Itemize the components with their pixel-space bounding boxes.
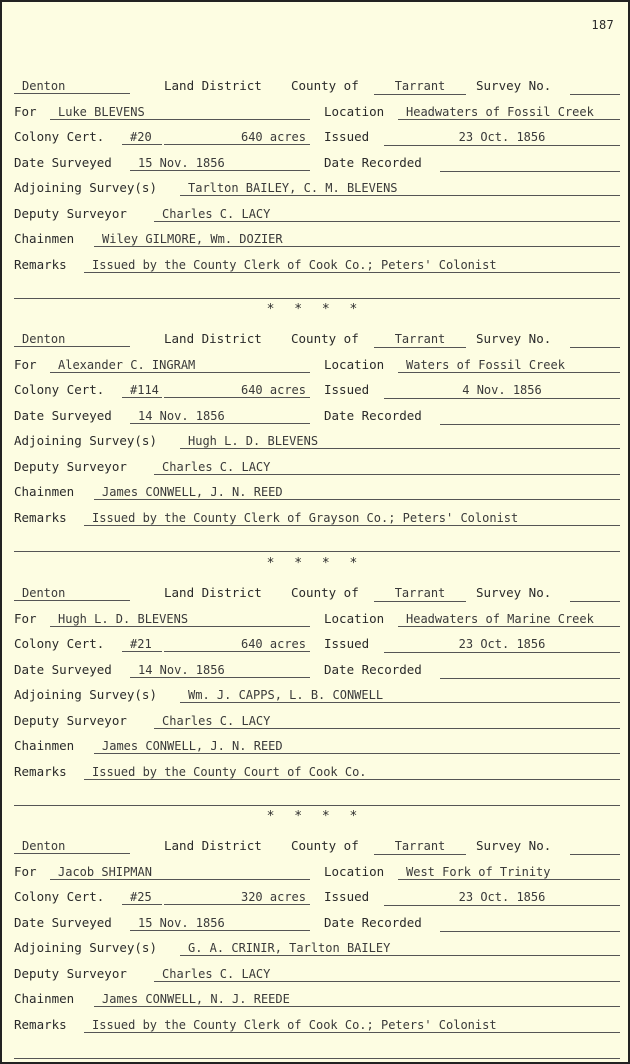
issued-label: Issued <box>324 636 370 651</box>
record-row <box>14 257 622 277</box>
record-row <box>14 104 622 124</box>
for-value: Luke BLEVENS <box>50 104 310 120</box>
cert-number-value: #21 <box>122 636 162 652</box>
record-row <box>14 713 622 733</box>
location-label: Location <box>324 610 385 626</box>
location-value: Headwaters of Fossil Creek <box>398 104 620 120</box>
adjoining-value: Wm. J. CAPPS, L. B. CONWELL <box>180 687 620 703</box>
deputy-surveyor-value: Charles C. LACY <box>154 459 620 475</box>
survey-no-label: Survey No. <box>476 838 552 853</box>
cert-number-value: #114 <box>122 382 162 398</box>
record-row <box>14 636 622 656</box>
issued-label: Issued <box>324 129 370 144</box>
record-row <box>14 331 622 351</box>
county-value: Tarrant <box>374 585 466 602</box>
issued-value: 4 Nov. 1856 <box>384 382 620 399</box>
location-label: Location <box>324 356 385 372</box>
record-row <box>14 864 622 884</box>
record-row <box>14 585 622 605</box>
survey-no-value <box>570 838 620 855</box>
acres-value: 640 acres <box>164 636 310 652</box>
location-label: Location <box>324 863 385 879</box>
record-row <box>14 662 622 682</box>
for-value: Hugh L. D. BLEVENS <box>50 611 310 627</box>
record-separator: * * * * <box>266 556 364 571</box>
date-surveyed-label: Date Surveyed <box>14 407 112 423</box>
adjoining-value: G. A. CRINIR, Tarlton BAILEY <box>180 940 620 956</box>
record-row <box>14 206 622 226</box>
record-row <box>14 966 622 986</box>
deputy-surveyor-value: Charles C. LACY <box>154 713 620 729</box>
cert-number-value: #25 <box>122 889 162 905</box>
record-row <box>14 155 622 175</box>
land-district-label: Land District <box>164 78 262 93</box>
survey-no-label: Survey No. <box>476 585 552 600</box>
remarks-label: Remarks <box>14 763 67 779</box>
cert-number-value: #20 <box>122 129 162 145</box>
record-row <box>14 510 622 530</box>
issued-value: 23 Oct. 1856 <box>384 129 620 146</box>
remarks-value: Issued by the County Clerk of Grayson Co.; Peters' Colonist <box>84 510 620 526</box>
deputy-surveyor-value: Charles C. LACY <box>154 206 620 222</box>
adjoining-label: Adjoining Survey(s) <box>14 940 157 955</box>
location-value: West Fork of Trinity <box>398 864 620 880</box>
for-value: Alexander C. INGRAM <box>50 357 310 373</box>
county-of-label: County of <box>291 78 359 93</box>
for-label: For <box>14 610 37 626</box>
record-row <box>14 889 622 909</box>
district-value: Denton <box>14 331 130 347</box>
issued-value: 23 Oct. 1856 <box>384 636 620 653</box>
location-value: Waters of Fossil Creek <box>398 357 620 373</box>
record-row <box>14 459 622 479</box>
land-district-label: Land District <box>164 331 262 346</box>
chainmen-value: James CONWELL, J. N. REED <box>94 738 620 754</box>
survey-no-label: Survey No. <box>476 78 552 93</box>
district-value: Denton <box>14 838 130 854</box>
chainmen-label: Chainmen <box>14 231 75 246</box>
issued-value: 23 Oct. 1856 <box>384 889 620 906</box>
remarks-value: Issued by the County Clerk of Cook Co.; Peters' Colonist <box>84 1017 620 1033</box>
acres-value: 320 acres <box>164 889 310 905</box>
survey-no-label: Survey No. <box>476 331 552 346</box>
colony-cert-label: Colony Cert. <box>14 129 105 144</box>
record-row <box>14 129 622 149</box>
record-row <box>14 838 622 858</box>
date-surveyed-value: 14 Nov. 1856 <box>130 662 310 678</box>
colony-cert-label: Colony Cert. <box>14 889 105 904</box>
county-of-label: County of <box>291 838 359 853</box>
record-separator: * * * * <box>266 809 364 824</box>
chainmen-value: James CONWELL, J. N. REED <box>94 484 620 500</box>
county-value: Tarrant <box>374 838 466 855</box>
record-row <box>14 231 622 251</box>
date-recorded-value <box>440 155 620 172</box>
date-surveyed-label: Date Surveyed <box>14 154 112 170</box>
record-row <box>14 1017 622 1037</box>
acres-value: 640 acres <box>164 129 310 145</box>
record-row <box>14 687 622 707</box>
deputy-surveyor-label: Deputy Surveyor <box>14 205 127 221</box>
record-row <box>14 915 622 935</box>
date-surveyed-label: Date Surveyed <box>14 914 112 930</box>
record-row <box>14 78 622 98</box>
chainmen-label: Chainmen <box>14 738 75 753</box>
chainmen-label: Chainmen <box>14 484 75 499</box>
district-value: Denton <box>14 78 130 94</box>
adjoining-label: Adjoining Survey(s) <box>14 180 157 195</box>
date-recorded-value <box>440 662 620 679</box>
for-label: For <box>14 356 37 372</box>
date-surveyed-value: 15 Nov. 1856 <box>130 915 310 931</box>
date-surveyed-label: Date Surveyed <box>14 661 112 677</box>
date-recorded-label: Date Recorded <box>324 914 422 930</box>
county-value: Tarrant <box>374 331 466 348</box>
survey-no-value <box>570 585 620 602</box>
issued-label: Issued <box>324 889 370 904</box>
colony-cert-label: Colony Cert. <box>14 636 105 651</box>
record-row <box>14 382 622 402</box>
page-number: 187 <box>591 18 614 32</box>
record-row <box>14 611 622 631</box>
issued-label: Issued <box>324 382 370 397</box>
remarks-label: Remarks <box>14 256 67 272</box>
deputy-surveyor-label: Deputy Surveyor <box>14 712 127 728</box>
record-row <box>14 180 622 200</box>
adjoining-label: Adjoining Survey(s) <box>14 433 157 448</box>
remarks-label: Remarks <box>14 509 67 525</box>
record-row <box>14 433 622 453</box>
adjoining-value: Tarlton BAILEY, C. M. BLEVENS <box>180 180 620 196</box>
blank-ruled-line <box>14 298 620 299</box>
date-recorded-value <box>440 915 620 932</box>
survey-no-value <box>570 331 620 348</box>
location-label: Location <box>324 103 385 119</box>
land-district-label: Land District <box>164 838 262 853</box>
for-value: Jacob SHIPMAN <box>50 864 310 880</box>
for-label: For <box>14 103 37 119</box>
for-label: For <box>14 863 37 879</box>
adjoining-value: Hugh L. D. BLEVENS <box>180 433 620 449</box>
acres-value: 640 acres <box>164 382 310 398</box>
district-value: Denton <box>14 585 130 601</box>
land-district-label: Land District <box>164 585 262 600</box>
date-recorded-label: Date Recorded <box>324 407 422 423</box>
record-row <box>14 764 622 784</box>
chainmen-label: Chainmen <box>14 991 75 1006</box>
remarks-value: Issued by the County Court of Cook Co. <box>84 764 620 780</box>
record-row <box>14 484 622 504</box>
date-recorded-value <box>440 408 620 425</box>
chainmen-value: Wiley GILMORE, Wm. DOZIER <box>94 231 620 247</box>
county-of-label: County of <box>291 331 359 346</box>
county-of-label: County of <box>291 585 359 600</box>
survey-no-value <box>570 78 620 95</box>
blank-ruled-line <box>14 551 620 552</box>
blank-ruled-line <box>14 1058 620 1059</box>
record-row <box>14 940 622 960</box>
deputy-surveyor-label: Deputy Surveyor <box>14 965 127 981</box>
date-recorded-label: Date Recorded <box>324 661 422 677</box>
record-separator: * * * * <box>266 302 364 317</box>
record-row <box>14 991 622 1011</box>
deputy-surveyor-value: Charles C. LACY <box>154 966 620 982</box>
date-recorded-label: Date Recorded <box>324 154 422 170</box>
remarks-value: Issued by the County Clerk of Cook Co.; Peters' Colonist <box>84 257 620 273</box>
chainmen-value: James CONWELL, N. J. REEDE <box>94 991 620 1007</box>
adjoining-label: Adjoining Survey(s) <box>14 687 157 702</box>
colony-cert-label: Colony Cert. <box>14 382 105 397</box>
blank-ruled-line <box>14 805 620 806</box>
record-row <box>14 408 622 428</box>
county-value: Tarrant <box>374 78 466 95</box>
record-row <box>14 738 622 758</box>
location-value: Headwaters of Marine Creek <box>398 611 620 627</box>
date-surveyed-value: 15 Nov. 1856 <box>130 155 310 171</box>
deputy-surveyor-label: Deputy Surveyor <box>14 458 127 474</box>
date-surveyed-value: 14 Nov. 1856 <box>130 408 310 424</box>
record-row <box>14 357 622 377</box>
remarks-label: Remarks <box>14 1016 67 1032</box>
